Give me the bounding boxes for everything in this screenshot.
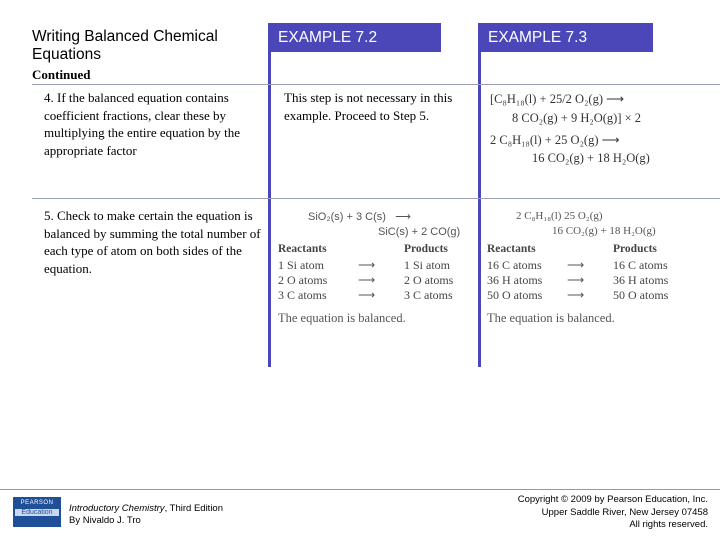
example-b-reactants-label: Reactants — [487, 243, 536, 255]
row-divider-top — [32, 84, 720, 85]
copyright-notice — [480, 494, 708, 532]
arrow-icon: ⟶ — [567, 258, 585, 272]
example-a-arrows — [358, 258, 375, 303]
book-citation — [69, 503, 223, 527]
example-b-equation-3-line-1-text: 2 C₈H₁₈(l) 25 O₂(g) — [516, 210, 603, 222]
arrow-icon: ⟶ — [358, 288, 376, 302]
copyright-line-3: All rights reserved. — [629, 519, 708, 530]
example-b-equation-2-line-2: 16 CO₂(g) + 18 H₂O(g) — [532, 151, 650, 165]
book-title: Introductory Chemistry — [69, 503, 165, 514]
example-b-arrows — [567, 258, 584, 303]
example-a-reactant-row: 3 C atoms — [278, 288, 327, 302]
example-b-equation-3-line-2: 16 CO₂(g) + 18 H₂O(g) — [552, 225, 656, 237]
example-a-equation-right: SiC(s) + 2 CO(g) — [378, 226, 461, 238]
arrow-icon: ⟶ — [567, 273, 585, 287]
example-b-products-label: Products — [613, 243, 657, 255]
column-divider-a — [268, 52, 271, 367]
example-a-product-row: 2 O atoms — [404, 273, 454, 287]
example-a-reactant-row: 2 O atoms — [278, 273, 328, 287]
step-4-number: 4. — [44, 90, 54, 105]
example-a-balanced-note: The equation is balanced. — [278, 311, 406, 325]
example-a-products-label: Products — [404, 243, 448, 255]
example-b-equation-1-line-1: [C₈H₁₈(l) + 25/2 O₂(g) ⟶ — [490, 92, 625, 106]
page-title: Writing Balanced Chemical Equations — [32, 28, 218, 63]
reaction-arrow-icon: ⟶ — [388, 211, 411, 223]
example-b-equation-1-line-2: 8 CO₂(g) + 9 H₂O(g)] × 2 — [512, 111, 642, 125]
example-a-product-row: 3 C atoms — [404, 288, 453, 302]
example-b-product-row: 16 C atoms — [613, 258, 668, 272]
arrow-icon: ⟶ — [358, 273, 376, 287]
pearson-logo-top: PEARSON — [20, 500, 54, 506]
example-a-header: EXAMPLE 7.2 — [268, 23, 441, 52]
example-b-equation-3-line-1 — [516, 209, 603, 224]
example-b-product-row: 36 H atoms — [613, 273, 669, 287]
step-4 — [44, 89, 264, 159]
pearson-logo-bottom: Education — [15, 509, 59, 516]
example-a-products-list — [404, 258, 453, 303]
step-5-number: 5. — [44, 208, 54, 223]
copyright-line-2: Upper Saddle River, New Jersey 07458 — [541, 506, 708, 518]
book-author: By Nivaldo J. Tro — [69, 515, 141, 526]
step-4-text: If the balanced equation contains coefficient fractions, clear these by multiplying the entire equation by the appropriate factor — [44, 90, 241, 158]
arrow-icon: ⟶ — [358, 258, 376, 272]
column-divider-b — [478, 52, 481, 367]
example-b-reactant-row: 50 O atoms — [487, 288, 543, 302]
example-a-product-row: 1 Si atom — [404, 258, 451, 272]
example-b-product-row: 50 O atoms — [613, 288, 669, 302]
example-b-reactant-row: 36 H atoms — [487, 273, 543, 287]
example-a-reactant-row: 1 Si atom — [278, 258, 325, 272]
pearson-logo — [13, 497, 61, 527]
arrow-icon: ⟶ — [567, 288, 585, 302]
footer-divider — [0, 489, 720, 490]
example-b-header: EXAMPLE 7.3 — [478, 23, 653, 52]
book-title-line — [69, 503, 223, 515]
example-a-equation-left — [308, 210, 411, 225]
row-divider-middle — [32, 198, 720, 199]
continued-label: Continued — [32, 67, 91, 82]
example-b-reactant-row: 16 C atoms — [487, 258, 542, 272]
step-5-text: Check to make certain the equation is balanced by summing the total number of each type of atom on both sides of the equation. — [44, 208, 261, 276]
example-b-balanced-note: The equation is balanced. — [487, 311, 615, 325]
copyright-line-1: Copyright © 2009 by Pearson Education, Inc. — [517, 494, 708, 505]
book-edition: , Third Edition — [164, 503, 224, 514]
example-b-products-list — [613, 258, 668, 303]
step-5 — [44, 207, 264, 277]
example-a-step4-note: This step is not necessary in this example. Proceed to Step 5. — [284, 90, 453, 123]
example-a-reactants-list — [278, 258, 327, 303]
example-a-reactants-label: Reactants — [278, 243, 327, 255]
example-b-equation-2-line-1: 2 C₈H₁₈(l) + 25 O₂(g) ⟶ — [490, 133, 620, 147]
example-b-reactants-list — [487, 258, 542, 303]
example-a-equation-left-text: SiO₂(s) + 3 C(s) — [308, 211, 386, 223]
